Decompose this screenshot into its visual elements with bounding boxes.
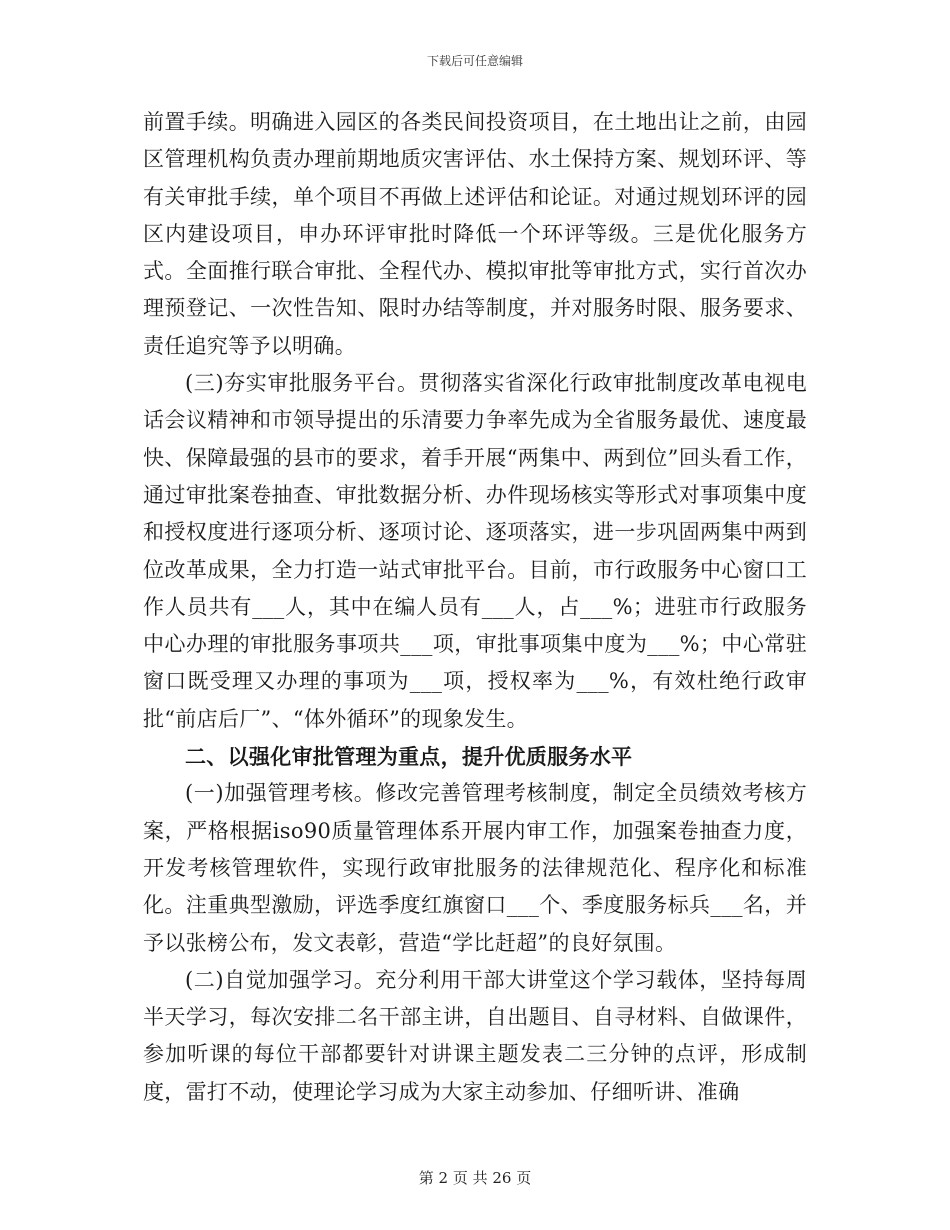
paragraph-assessment: (一)加强管理考核。修改完善管理考核制度，制定全员绩效考核方案，严格根据iso90质量管理体系开展内审工作，加强案卷抽查力度，开发考核管理软件，实现行政审批服务的法律规范化、程序化和标准化。注重典型激励，评选季度红旗窗口___个、季度服务标兵___名，并予以张榜公布，发文表彰，营造“学比赶超”的良好氛围。 — [143, 781, 807, 955]
document-body — [143, 104, 807, 1111]
section-heading: 二、以强化审批管理为重点，提升优质服务水平 — [185, 744, 633, 770]
page-header: 下载后可任意编辑 — [426, 54, 523, 68]
paragraph-continuation: 前置手续。明确进入园区的各类民间投资项目，在土地出让之前，由园区管理机构负责办理前期地质灾害评估、水土保持方案、规划环评、等有关审批手续，单个项目不再做上述评估和论证。对通过规划环评的园区内建设项目，申办环评审批时降低一个环评等级。三是优化服务方式。全面推行联合审批、全程代办、模拟审批等审批方式，实行首次办理预登记、一次性告知、限时办结等制度，并对服务时限、服务要求、责任追究等予以明确。 — [143, 110, 807, 358]
paragraph-platform: (三)夯实审批服务平台。贯彻落实省深化行政审批制度改革电视电话会议精神和市领导提出的乐清要力争率先成为全省服务最优、速度最快、保障最强的县市的要求，着手开展“两集中、两到位”回头看工作，通过审批案卷抽查、审批数据分析、办件现场核实等形式对事项集中度和授权度进行逐项分析、逐项讨论、逐项落实，进一步巩固两集中两到位改革成果，全力打造一站式审批平台。目前，市行政服务中心窗口工作人员共有___人，其中在编人员有___人，占___%；进驻市行政服务中心办理的审批服务事项共___项，审批事项集中度为___%；中心常驻窗口既受理又办理的事项为___项，授权率为___%，有效杜绝行政审批“前店后厂”、“体外循环”的现象发生。 — [143, 371, 807, 731]
paragraph-learning: (二)自觉加强学习。充分利用干部大讲堂这个学习载体，坚持每周半天学习，每次安排二名干部主讲，自出题目、自寻材料、自做课件，参加听课的每位干部都要针对讲课主题发表二三分钟的点评，形成制度，雷打不动，使理论学习成为大家主动参加、仔细听讲、准确 — [143, 967, 807, 1104]
page-footer: 第 2 页 共 26 页 — [418, 1169, 532, 1187]
